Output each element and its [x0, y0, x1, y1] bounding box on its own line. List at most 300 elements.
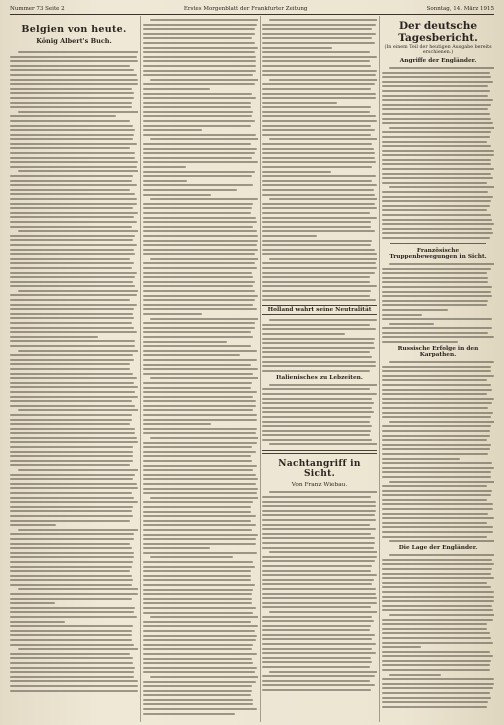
text-line: [262, 161, 376, 163]
text-line: [262, 675, 375, 677]
text-line: [143, 483, 256, 485]
article-subtitle: König Albert's Buch.: [36, 37, 112, 45]
text-line: [143, 501, 253, 503]
text-line: [382, 499, 487, 501]
text-line: [262, 398, 372, 400]
text-line: [262, 106, 371, 108]
text-line: [143, 593, 252, 595]
text-line: [143, 276, 253, 278]
text-line: [143, 658, 252, 660]
text-line: [382, 577, 494, 579]
text-line: [10, 533, 134, 535]
text-line: [143, 51, 255, 53]
text-line: [382, 173, 491, 175]
text-line: [10, 368, 130, 370]
text-line: [262, 28, 372, 30]
text-line: [262, 634, 375, 636]
text-line: [143, 451, 256, 453]
text-line: [262, 217, 377, 219]
text-line: [18, 111, 138, 113]
text-line: [382, 205, 490, 207]
text-line: [10, 382, 134, 384]
text-line: [269, 138, 377, 140]
text-line: [143, 708, 257, 710]
text-line: [382, 642, 493, 644]
text-line: [10, 239, 133, 241]
text-line: [10, 547, 132, 549]
text-line: [382, 108, 488, 110]
text-line: [10, 474, 135, 476]
text-line: [143, 552, 257, 554]
article-body-4a: [382, 66, 494, 239]
text-line: [382, 99, 493, 101]
column-2: [143, 18, 258, 718]
text-line: [143, 322, 255, 324]
text-line: [143, 474, 256, 476]
text-line: [10, 501, 138, 503]
text-line: [143, 152, 255, 154]
text-line: [262, 597, 377, 599]
text-line: [10, 400, 132, 402]
text-line: [262, 24, 376, 26]
text-line: [382, 407, 488, 409]
text-line: [262, 416, 371, 418]
text-line: [10, 667, 135, 669]
text-line: [10, 226, 132, 228]
text-line: [143, 93, 252, 95]
text-line: [143, 97, 256, 99]
text-line: [143, 148, 257, 150]
text-line: [262, 267, 377, 269]
text-line: [269, 198, 377, 200]
text-line: [262, 324, 370, 326]
text-line: [143, 230, 257, 232]
text-line: [143, 589, 253, 591]
text-line: [143, 492, 257, 494]
text-line: [143, 267, 257, 269]
text-line: [10, 373, 133, 375]
text-line: [389, 481, 494, 483]
text-line: [143, 161, 258, 163]
text-line: [143, 212, 251, 214]
text-line: [10, 538, 134, 540]
text-line: [143, 189, 237, 191]
article-body-3d: [262, 490, 377, 691]
text-line: [10, 88, 132, 90]
feuilleton-title: Nachtangriff in Sicht.: [278, 459, 361, 480]
text-line: [10, 203, 137, 205]
text-line: [262, 115, 376, 117]
text-line: [10, 386, 138, 388]
text-line: [143, 235, 258, 237]
text-line: [262, 42, 375, 44]
text-line: [262, 276, 370, 278]
text-line: [10, 570, 130, 572]
text-line: [382, 304, 487, 306]
text-line: [10, 644, 134, 646]
text-line: [10, 680, 138, 682]
text-line: [10, 414, 132, 416]
daily-report-title: Der deutsche Tagesbericht.: [398, 20, 478, 44]
text-line: [382, 490, 492, 492]
daily-report-subtitle: (In einem Teil der heutigen Ausgabe bereits erschienen.): [384, 45, 492, 55]
text-line: [382, 517, 494, 519]
text-line: [143, 511, 251, 513]
text-line: [10, 285, 135, 287]
text-line: [143, 42, 255, 44]
text-line: [10, 432, 135, 434]
text-line: [382, 692, 490, 694]
text-line: [143, 65, 256, 67]
text-line: [10, 299, 130, 301]
text-line: [10, 584, 132, 586]
text-line: [262, 230, 375, 232]
text-line: [382, 402, 492, 404]
text-line: [10, 625, 133, 627]
divider: [390, 243, 486, 244]
text-line: [143, 244, 257, 246]
text-line: [10, 396, 138, 398]
article-body-3c: [262, 383, 377, 446]
text-line: [10, 598, 132, 600]
text-line: [262, 616, 372, 618]
text-line: [382, 462, 492, 464]
text-line: [382, 425, 491, 427]
text-line: [10, 235, 135, 237]
text-line: [143, 184, 253, 186]
text-line: [262, 143, 372, 145]
text-line: [10, 157, 135, 159]
text-line: [143, 713, 235, 715]
article-title: Belgien von heute.: [21, 24, 127, 35]
text-line: [382, 85, 488, 87]
text-line: [143, 364, 251, 366]
text-line: [143, 341, 227, 343]
text-line: [143, 308, 257, 310]
text-line: [382, 196, 493, 198]
text-line: [10, 152, 135, 154]
text-line: [382, 118, 491, 120]
text-line: [382, 623, 487, 625]
text-line: [10, 354, 133, 356]
text-line: [262, 496, 371, 498]
text-line: [262, 638, 372, 640]
text-line: [262, 519, 376, 521]
text-line: [262, 583, 372, 585]
text-line: [143, 262, 255, 264]
text-line: [10, 561, 133, 563]
text-line: [143, 120, 255, 122]
text-line: [143, 56, 256, 58]
text-line: [262, 620, 374, 622]
feuilleton-author: Von Franz Wiebau.: [291, 482, 348, 489]
text-line: [143, 703, 253, 705]
text-line: [143, 579, 251, 581]
article-body-4b: [382, 262, 494, 343]
text-line: [262, 97, 376, 99]
text-line: [150, 437, 258, 439]
text-line: [262, 244, 371, 246]
text-line: [143, 143, 251, 145]
text-line: [382, 430, 490, 432]
text-line: [382, 291, 491, 293]
text-line: [262, 120, 377, 122]
text-line: [382, 582, 487, 584]
text-line: [382, 341, 458, 343]
text-line: [143, 226, 253, 228]
text-line: [382, 669, 490, 671]
text-line: [10, 125, 133, 127]
text-line: [262, 347, 375, 349]
text-line: [10, 377, 137, 379]
text-line: [143, 671, 255, 673]
text-line: [10, 115, 116, 117]
text-line: [10, 515, 133, 517]
text-line: [382, 453, 488, 455]
text-line: [10, 327, 134, 329]
text-line: [10, 143, 137, 145]
text-line: [262, 684, 375, 686]
text-line: [262, 281, 370, 283]
text-line: [10, 336, 98, 338]
text-line: [262, 338, 375, 340]
text-line: [262, 203, 375, 205]
text-line: [143, 534, 258, 536]
text-line: [262, 434, 370, 436]
text-line: [262, 393, 377, 395]
text-line: [10, 340, 135, 342]
text-line: [382, 605, 492, 607]
text-line: [382, 122, 493, 124]
text-line: [382, 586, 491, 588]
text-line: [143, 106, 251, 108]
text-line: [143, 354, 240, 356]
text-line: [10, 189, 130, 191]
text-line: [382, 444, 491, 446]
column-3: [262, 18, 377, 718]
text-line: [389, 186, 494, 188]
text-line: [18, 170, 138, 172]
text-line: [262, 226, 371, 228]
section-heading-attacks: Angriffe der Engländer.: [399, 58, 477, 64]
text-line: [143, 331, 251, 333]
text-line: [143, 281, 255, 283]
text-line: [269, 384, 377, 386]
text-line: [389, 323, 434, 325]
text-line: [262, 171, 331, 173]
text-line: [262, 388, 370, 390]
text-line: [10, 423, 130, 425]
text-line: [262, 588, 376, 590]
text-line: [382, 628, 487, 630]
text-line: [143, 625, 258, 627]
text-line: [382, 536, 487, 538]
text-line: [143, 304, 253, 306]
text-line: [10, 575, 132, 577]
text-line: [143, 575, 251, 577]
text-line: [382, 683, 494, 685]
text-line: [143, 88, 210, 90]
text-line: [10, 79, 138, 81]
text-line: [10, 106, 132, 108]
text-line: [262, 533, 371, 535]
text-line: [262, 175, 376, 177]
text-line: [382, 219, 492, 221]
text-line: [143, 249, 258, 251]
text-line: [10, 294, 137, 296]
text-line: [389, 554, 494, 556]
text-line: [10, 262, 134, 264]
text-line: [382, 531, 493, 533]
text-line: [10, 419, 132, 421]
text-line: [10, 74, 137, 76]
text-line: [143, 635, 257, 637]
text-line: [143, 405, 256, 407]
text-line: [382, 664, 490, 666]
text-line: [143, 648, 252, 650]
text-line: [143, 299, 255, 301]
text-line: [382, 600, 494, 602]
column-1: [10, 18, 138, 718]
text-line: [262, 661, 372, 663]
text-line: [389, 674, 442, 676]
text-line: [10, 308, 134, 310]
article-body-1: [10, 50, 138, 692]
text-line: [382, 398, 494, 400]
text-line: [262, 88, 371, 90]
text-line: [143, 515, 256, 517]
text-line: [382, 379, 487, 381]
text-line: [10, 460, 133, 462]
text-line: [262, 33, 376, 35]
text-line: [382, 295, 492, 297]
text-line: [262, 524, 370, 526]
text-line: [10, 207, 133, 209]
text-line: [143, 125, 251, 127]
text-line: [143, 359, 257, 361]
text-line: [262, 189, 374, 191]
text-line: [262, 505, 376, 507]
text-line: [262, 361, 376, 363]
text-line: [262, 56, 377, 58]
text-line: [262, 207, 377, 209]
text-line: [382, 439, 487, 441]
text-line: [262, 249, 375, 251]
text-line: [10, 65, 130, 67]
text-line: [10, 272, 137, 274]
text-line: [382, 300, 488, 302]
column-4: [382, 18, 494, 718]
text-line: [389, 263, 494, 265]
text-line: [10, 607, 135, 609]
text-line: [262, 689, 371, 691]
text-line: [382, 637, 491, 639]
text-line: [10, 249, 134, 251]
text-line: [389, 361, 494, 363]
text-line: [262, 65, 371, 67]
text-line: [10, 543, 130, 545]
text-line: [143, 368, 258, 370]
text-line: [143, 207, 252, 209]
text-line: [150, 497, 258, 499]
text-line: [262, 212, 370, 214]
text-line: [262, 514, 375, 516]
text-line: [262, 574, 377, 576]
text-line: [10, 524, 56, 526]
text-line: [18, 469, 138, 471]
text-line: [262, 425, 372, 427]
text-line: [382, 366, 491, 368]
text-line: [150, 676, 258, 678]
text-line: [262, 356, 372, 358]
text-line: [143, 432, 256, 434]
text-line: [18, 51, 138, 53]
text-line: [143, 336, 253, 338]
text-line: [262, 411, 374, 413]
text-line: [10, 621, 65, 623]
text-line: [262, 421, 370, 423]
text-line: [382, 309, 448, 311]
text-line: [382, 286, 492, 288]
text-line: [18, 409, 138, 411]
text-line: [382, 697, 491, 699]
text-line: [10, 405, 135, 407]
text-line: [10, 520, 130, 522]
text-line: [10, 446, 133, 448]
text-line: [382, 370, 491, 372]
text-line: [382, 494, 491, 496]
article-body-4d: [382, 553, 494, 708]
text-line: [150, 258, 258, 260]
text-line: [262, 666, 370, 668]
text-line: [143, 134, 256, 136]
text-line: [143, 240, 258, 242]
text-line: [262, 510, 376, 512]
text-line: [143, 598, 252, 600]
text-line: [262, 430, 371, 432]
text-line: [262, 221, 371, 223]
text-line: [10, 276, 135, 278]
text-line: [382, 448, 490, 450]
text-line: [269, 671, 377, 673]
text-line: [143, 28, 255, 30]
text-line: [382, 332, 488, 334]
text-line: [10, 120, 130, 122]
text-line: [143, 547, 210, 549]
text-line: [262, 556, 377, 558]
text-line: [382, 596, 494, 598]
text-line: [382, 314, 422, 316]
text-line: [10, 267, 132, 269]
text-line: [10, 175, 133, 177]
text-line: [262, 342, 374, 344]
section-heading-holland: Holland wahrt seine Neutralität: [262, 305, 377, 315]
text-line: [262, 351, 370, 353]
text-line: [18, 290, 138, 292]
text-line: [262, 299, 376, 301]
text-line: [262, 629, 370, 631]
text-line: [10, 676, 134, 678]
text-line: [150, 377, 258, 379]
text-line: [382, 678, 494, 680]
text-line: [143, 24, 257, 26]
text-line: [382, 141, 487, 143]
article-body-4c: [382, 360, 494, 542]
text-line: [262, 37, 372, 39]
text-line: [262, 537, 375, 539]
text-line: [10, 653, 130, 655]
text-line: [262, 606, 371, 608]
